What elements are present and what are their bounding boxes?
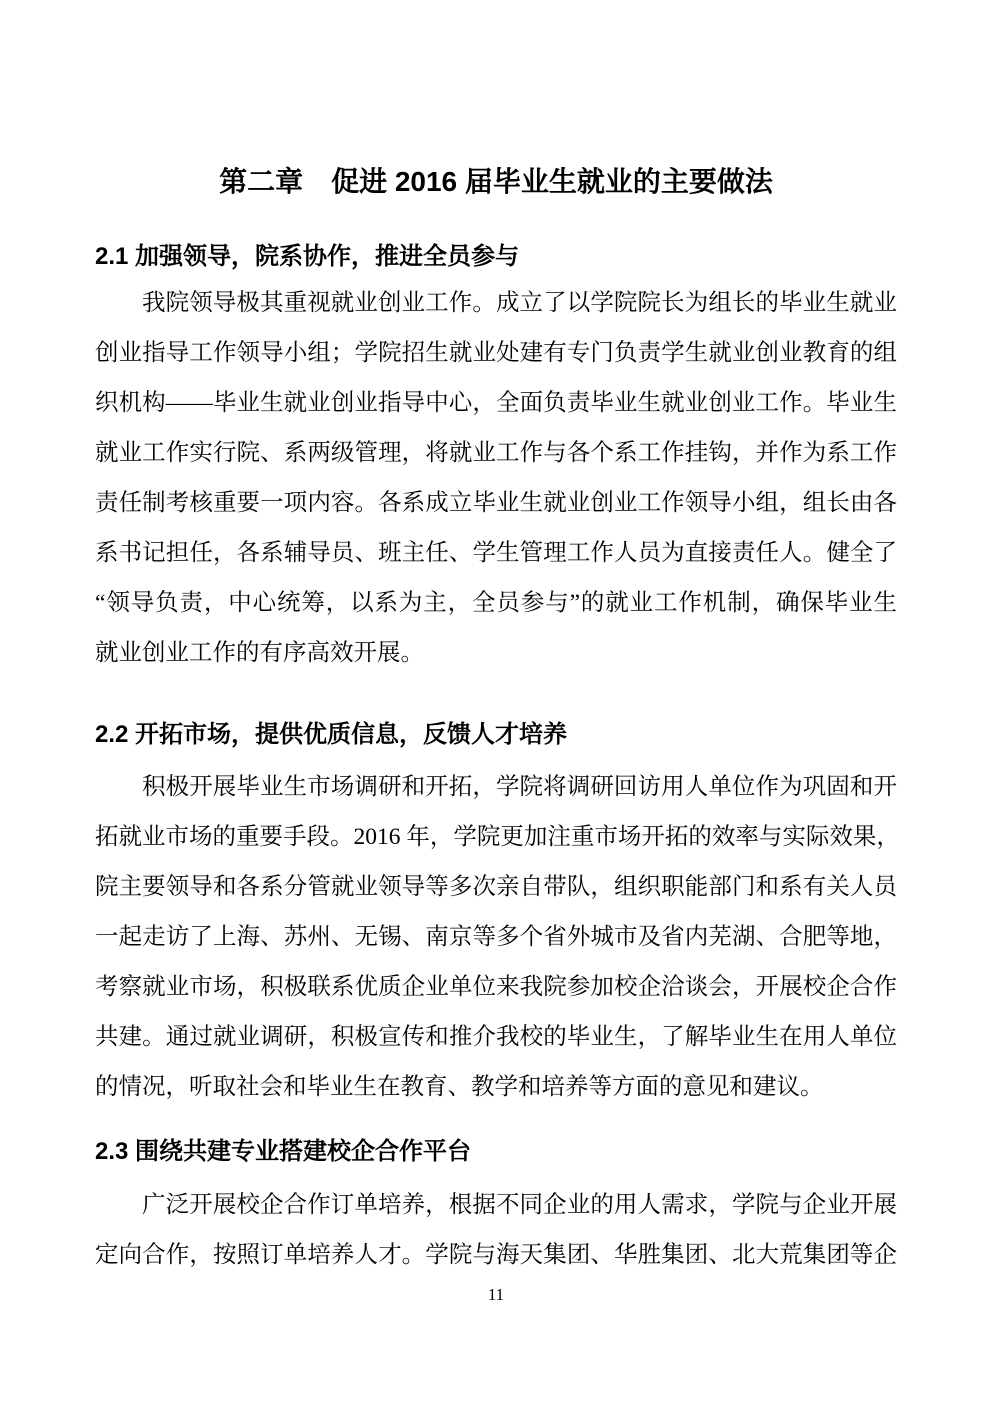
paragraph-line: 拓就业市场的重要手段。2016 年，学院更加注重市场开拓的效率与实际效果， — [95, 824, 900, 850]
paragraph-2-3 — [95, 1180, 897, 1280]
paragraph-line: 织机构——毕业生就业创业指导中心，全面负责毕业生就业创业工作。毕业生 — [95, 390, 897, 416]
paragraph-line: 的情况，听取社会和毕业生在教育、教学和培养等方面的意见和建议。 — [95, 1074, 824, 1100]
paragraph-line: 责任制考核重要一项内容。各系成立毕业生就业创业工作领导小组，组长由各 — [95, 490, 897, 516]
paragraph-line: 系书记担任，各系辅导员、班主任、学生管理工作人员为直接责任人。健全了 — [95, 540, 897, 566]
section-heading-2-2: 2.2 开拓市场，提供优质信息，反馈人才培养 — [95, 721, 568, 748]
page-content — [95, 0, 900, 1306]
paragraph-line: 我院领导极其重视就业创业工作。成立了以学院院长为组长的毕业生就业 — [142, 290, 897, 316]
paragraph-line: 定向合作，按照订单培养人才。学院与海天集团、华胜集团、北大荒集团等企 — [95, 1242, 897, 1268]
paragraph-line: 创业指导工作领导小组；学院招生就业处建有专门负责学生就业创业教育的组 — [95, 340, 897, 366]
section-heading-2-1: 2.1 加强领导，院系协作，推进全员参与 — [95, 243, 520, 270]
paragraph-line: 院主要领导和各系分管就业领导等多次亲自带队，组织职能部门和系有关人员 — [95, 874, 897, 900]
paragraph-line: 考察就业市场，积极联系优质企业单位来我院参加校企洽谈会，开展校企合作 — [95, 974, 897, 1000]
paragraph-line: 一起走访了上海、苏州、无锡、南京等多个省外城市及省内芜湖、合肥等地， — [95, 924, 897, 950]
paragraph-line: 就业工作实行院、系两级管理，将就业工作与各个系工作挂钩，并作为系工作 — [95, 440, 897, 466]
paragraph-line: 就业创业工作的有序高效开展。 — [95, 640, 424, 666]
paragraph-line: 积极开展毕业生市场调研和开拓，学院将调研回访用人单位作为巩固和开 — [142, 774, 897, 800]
section-heading-2-3: 2.3 围绕共建专业搭建校企合作平台 — [95, 1138, 472, 1165]
paragraph-2-1 — [95, 278, 897, 678]
paragraph-2-2 — [95, 762, 900, 1112]
paragraph-line: “领导负责，中心统筹，以系为主，全员参与”的就业工作机制，确保毕业生 — [95, 590, 897, 616]
paragraph-line: 共建。通过就业调研，积极宣传和推介我校的毕业生，了解毕业生在用人单位 — [95, 1024, 897, 1050]
paragraph-line: 广泛开展校企合作订单培养，根据不同企业的用人需求，学院与企业开展 — [142, 1192, 897, 1218]
page-number: 11 — [487, 1285, 505, 1304]
page-title: 第二章 促进 2016 届毕业生就业的主要做法 — [219, 166, 773, 197]
